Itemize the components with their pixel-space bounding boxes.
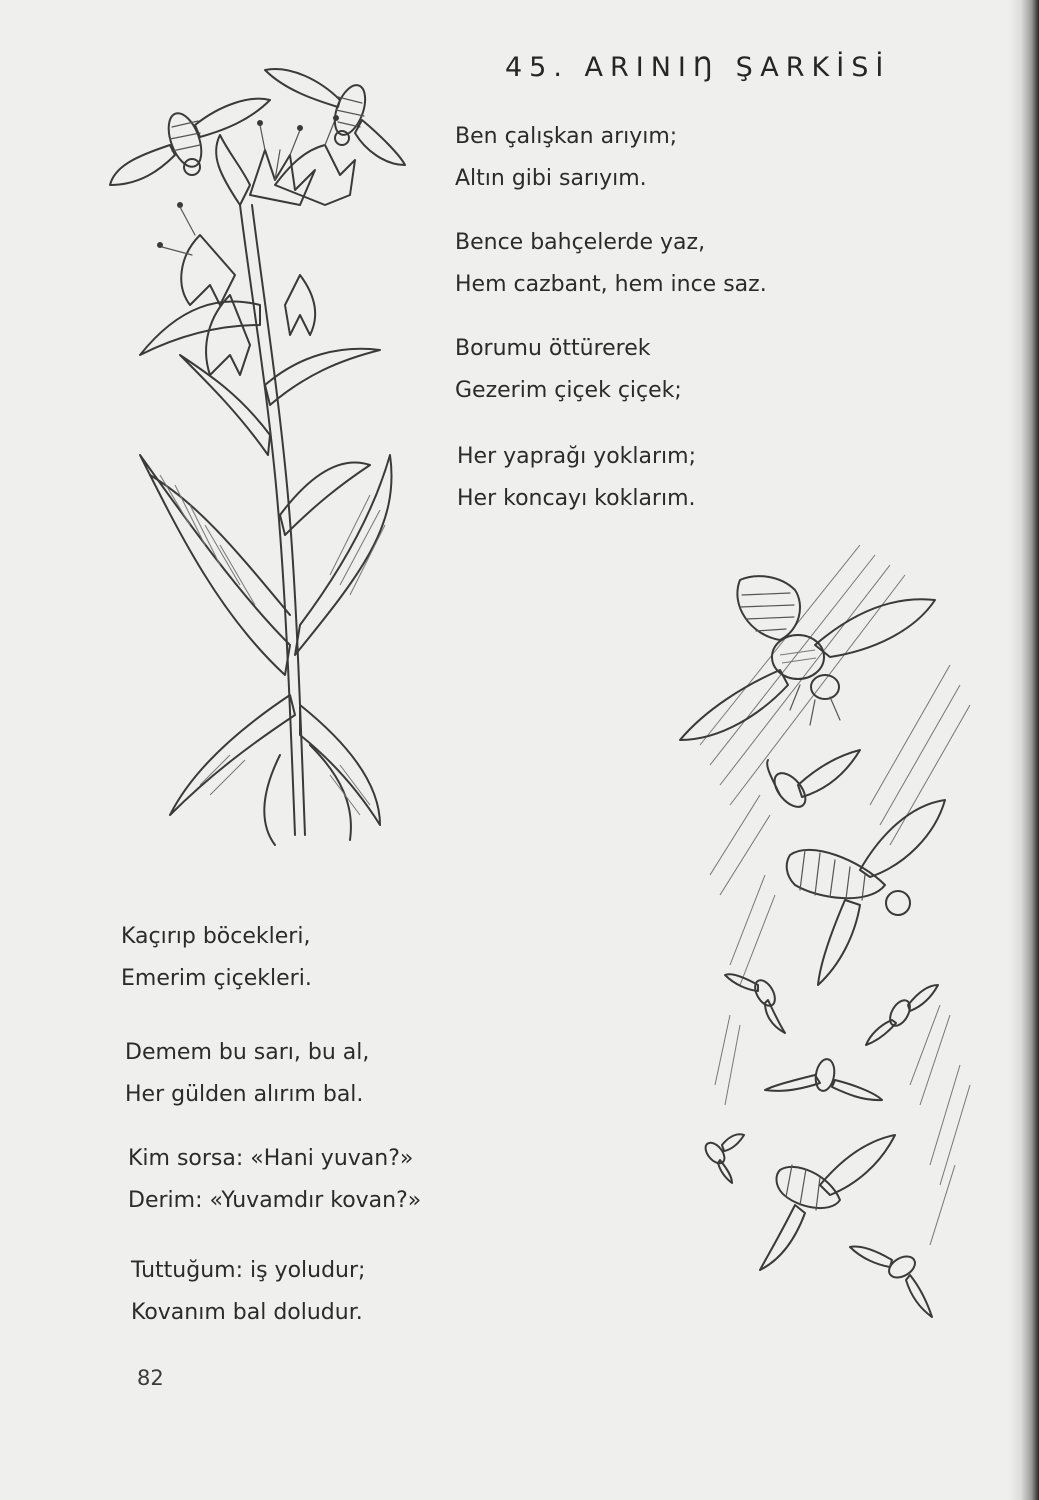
bee-icon bbox=[725, 974, 785, 1033]
stanza-7 bbox=[128, 1138, 421, 1222]
bee-icon bbox=[702, 1134, 744, 1183]
stanza-line: Demem bu sarı, bu al, bbox=[125, 1040, 370, 1065]
stanza-line: Ben çalışkan arıyım; bbox=[455, 124, 678, 149]
stanza-line: Kovanım bal doludur. bbox=[131, 1300, 363, 1325]
stanza-6 bbox=[125, 1032, 369, 1116]
stanza-5 bbox=[121, 916, 312, 1000]
stanza-line: Gezerim çiçek çiçek; bbox=[455, 378, 682, 403]
flower-illustration bbox=[100, 55, 420, 855]
poem-title: 45. ARINIŊ ŞARKİSİ bbox=[505, 52, 891, 83]
stanza-line: Emerim çiçekleri. bbox=[121, 966, 312, 991]
stanza-4 bbox=[457, 436, 696, 520]
stanza-line: Altın gibi sarıyım. bbox=[455, 166, 647, 191]
bee-icon bbox=[767, 750, 860, 812]
bee-icon bbox=[787, 800, 945, 985]
stanza-line: Kaçırıp böcekleri, bbox=[121, 924, 311, 949]
stanza-1 bbox=[455, 116, 677, 200]
stanza-line: Her gülden alırım bal. bbox=[125, 1082, 364, 1107]
stanza-line: Bence bahçelerde yaz, bbox=[455, 230, 706, 255]
bee-icon bbox=[850, 1247, 932, 1317]
bees-illustration bbox=[670, 545, 990, 1335]
stanza-line: Hem cazbant, hem ince saz. bbox=[455, 272, 767, 297]
page-number: 82 bbox=[137, 1366, 164, 1390]
stanza-8 bbox=[131, 1250, 365, 1334]
bee-icon bbox=[265, 69, 405, 165]
bee-icon bbox=[110, 99, 270, 185]
bee-icon bbox=[866, 985, 938, 1045]
bee-icon bbox=[760, 1135, 895, 1270]
stanza-line: Derim: «Yuvamdır kovan?» bbox=[128, 1188, 422, 1213]
stanza-line: Kim sorsa: «Hani yuvan?» bbox=[128, 1146, 414, 1171]
stanza-line: Her koncayı koklarım. bbox=[457, 486, 696, 511]
stanza-3 bbox=[455, 328, 682, 412]
stanza-line: Her yaprağı yoklarım; bbox=[457, 444, 696, 469]
stanza-line: Tuttuğum: iş yoludur; bbox=[131, 1258, 366, 1283]
bee-icon bbox=[765, 1058, 882, 1100]
page-edge-shadow bbox=[1009, 0, 1039, 1500]
bee-icon bbox=[680, 576, 935, 740]
stanza-line: Borumu öttürerek bbox=[455, 336, 651, 361]
stanza-2 bbox=[455, 222, 767, 306]
